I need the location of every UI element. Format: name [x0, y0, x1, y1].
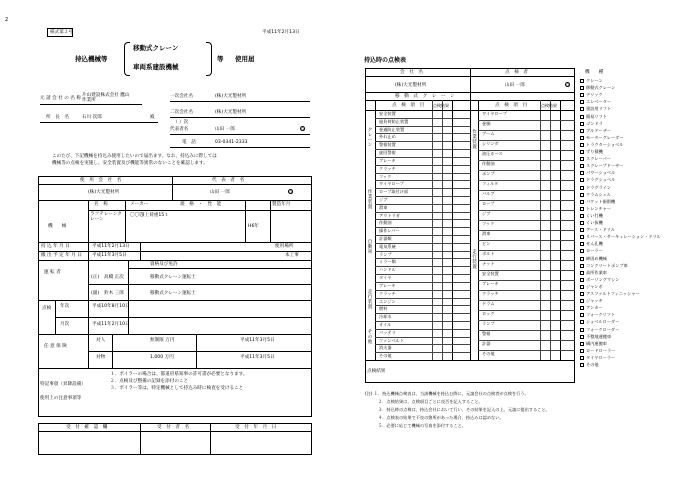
checkbox-icon[interactable] [580, 335, 584, 339]
tertiary-label: （ ）次 [173, 120, 189, 125]
rep-value: 山田 一郎 [215, 127, 235, 132]
legend-item [580, 99, 611, 104]
check-item-left: エンジン [379, 298, 396, 304]
period-out-value: 平成11年3月5日 [92, 253, 127, 258]
check-item-right: ブレーキ [482, 281, 499, 286]
insp-annual: 年次 [60, 304, 70, 309]
checkbox-icon[interactable] [580, 249, 584, 253]
period-out-label: 搬 出 予 定 年 月 日 [41, 253, 82, 258]
checkbox-icon[interactable] [580, 299, 584, 303]
check-item-left: 作動油 [379, 220, 392, 226]
spec-label: 規 格 ・ 性 能 [180, 202, 222, 207]
check-machine-header: 移 動 式 ク レ ー ン [395, 94, 455, 99]
checkbox-icon[interactable] [580, 214, 584, 218]
legend-label: クレーン [586, 78, 603, 83]
checkbox-icon[interactable] [580, 200, 584, 204]
legend-item [580, 227, 615, 232]
legend-label: 高所作業車 [586, 269, 607, 275]
legend-label: 構内運搬車 [586, 340, 607, 346]
legend-label: くい抜機 [586, 220, 603, 225]
footer-col3: 受 付 年 月 日 [235, 425, 277, 430]
check-inspector-header: 点 検 者 [505, 70, 528, 75]
check-item-left: 過負荷防止装置 [379, 118, 409, 124]
legend-label: アース・ドリル [586, 227, 615, 233]
check-item-left: フック [379, 173, 392, 179]
legend-item [580, 256, 607, 261]
legend-item [580, 199, 615, 204]
check-item-left: ブレーキ [379, 157, 396, 163]
legend-label: ジャンボ [586, 283, 603, 289]
rep-seal: 印 [289, 190, 293, 195]
row-rule [478, 340, 575, 341]
use-place-label: 使用場所 [275, 244, 294, 249]
legend-label: リバース・サーキュレーション・ドリル [586, 234, 661, 240]
check-item-left: ハンドル [379, 267, 396, 273]
row-rule [478, 240, 575, 241]
checkbox-icon[interactable] [580, 178, 584, 182]
legend-item [580, 206, 611, 211]
ins-val2: 1,000 万円 [150, 355, 174, 360]
legend-item [580, 334, 611, 339]
legend-label: スクレーパー [586, 156, 611, 162]
check-item-right: ワイヤロープ [482, 111, 507, 116]
ins-date1: 平成11年3月5日 [240, 338, 275, 343]
legend-label: ドラグライン [586, 184, 611, 190]
check-item-right: ドラム [482, 301, 495, 306]
section-vehicle: 自 動 車 [367, 240, 373, 255]
operator-sub-name: 鈴木 三郎 [104, 291, 124, 296]
period-in-label: 持 込 年 月 日 [41, 244, 70, 249]
legend-label: ロードローラー [586, 347, 616, 353]
legend-item [580, 177, 615, 182]
legend-label: くい打機 [586, 212, 603, 218]
extra-left-1: 特記事項（昇降設備） [40, 382, 86, 387]
checkbox-icon[interactable] [580, 363, 584, 367]
legend-label: 不整地運搬車 [586, 333, 612, 339]
insp-annual-date: 平成10年8月10日 [92, 304, 130, 309]
operator-main-kind: (正) [91, 275, 100, 280]
extra-left-2: 使用上の注意事項等 [40, 396, 82, 401]
title-center-top: 移動式クレーン [133, 44, 179, 52]
check-note: ３．持込時の点検は、持込会社において行い、その結果を記入の上、元請に提出すること。 [378, 407, 550, 412]
checkbox-icon[interactable] [580, 186, 584, 190]
legend-header: 機 種 [585, 70, 604, 75]
result-header-right: 点検結果 [541, 103, 557, 108]
legend-label: ジャッキ [586, 298, 603, 304]
title-bracket-right [206, 42, 212, 76]
operator-sub-kind: (副) [91, 291, 100, 296]
checkbox-icon[interactable] [580, 285, 584, 289]
check-item-right: クラッチ [482, 291, 499, 296]
legend-item [580, 149, 603, 154]
checkbox-icon[interactable] [580, 129, 584, 133]
check-item-left: 燃料 [379, 306, 388, 312]
checkbox-icon[interactable] [580, 257, 584, 261]
title-center-bottom: 車両系建設機械 [133, 63, 179, 71]
legend-item [580, 277, 619, 282]
form-date: 平成11年2月13日 [262, 30, 300, 35]
legend-label: 簡易リフト [586, 113, 607, 119]
legend-item [580, 121, 603, 126]
check-seal: 印 [566, 83, 570, 88]
legend-item [580, 106, 611, 111]
legend-label: せん孔機 [586, 241, 603, 247]
legend-item [580, 348, 615, 353]
check-item-right: 計器 [482, 341, 491, 346]
checkbox-icon[interactable] [580, 221, 584, 225]
secondary-company-label: 二次会社名 [170, 110, 193, 115]
check-item-left: ランプ [379, 251, 392, 257]
check-item-right: 油圧ホース [482, 151, 503, 156]
legend-label: パワーショベル [586, 170, 616, 176]
legend-label: コンクリートポンプ車 [586, 262, 628, 268]
secondary-company-value: (株)大光製材所 [215, 110, 247, 115]
legend-item [580, 220, 603, 225]
check-item-right: 作動油 [482, 161, 495, 166]
legend-label: スクレープドーザー [586, 163, 624, 169]
checkbox-icon[interactable] [580, 107, 584, 111]
primary-company-value: (株)大光製材所 [215, 94, 247, 99]
legend-item [580, 327, 619, 332]
legend-item [580, 312, 615, 317]
legend-label: 建設用リフト [586, 106, 612, 112]
page-number: 2 [5, 17, 9, 23]
rep-value-table: 山田 一郎 [210, 190, 230, 195]
primary-company-label: 一次会社名 [170, 94, 193, 99]
legend-label: エレベーター [586, 99, 612, 105]
legend-item [580, 92, 603, 97]
checkbox-icon[interactable] [580, 115, 584, 119]
section-work: 作 業 装 置 [367, 190, 373, 210]
check-item-left: 消火器 [379, 345, 392, 351]
row-rule [375, 305, 470, 306]
check-company-header: 会 社 名 [400, 70, 423, 75]
check-item-left: タイヤ [379, 275, 392, 281]
machine-name: ラフテレーンクレーン [90, 212, 122, 222]
check-item-left: オイル [379, 321, 392, 327]
check-item-right: ナット [482, 261, 495, 266]
checkbox-icon[interactable] [580, 171, 584, 175]
rep-header: 代 表 者 名 [212, 178, 245, 183]
check-item-right: フィルタ [482, 181, 499, 186]
operator-label: 運 転 者 [44, 270, 61, 275]
checkbox-icon[interactable] [580, 342, 584, 346]
check-footer-label: 点検結果 [367, 369, 386, 374]
check-item-left: ミラー類 [379, 259, 396, 265]
legend-item [580, 270, 607, 275]
mfg-label: 製造年月 [272, 202, 291, 207]
maker-label: メーカー [130, 202, 149, 207]
legend-label: トラクターショベル [586, 141, 624, 147]
check-item-left: アウトリガ [379, 212, 400, 218]
legend-label: フォークリフト [586, 312, 616, 318]
check-item-left: クラッチ [379, 165, 396, 171]
check-item-right: ロック [482, 311, 495, 316]
legend-item [580, 78, 603, 83]
legend-label: ローラー [586, 248, 603, 254]
legend-label: ボーリングマシン [586, 276, 620, 282]
checkbox-icon[interactable] [580, 349, 584, 353]
checkbox-icon[interactable] [580, 278, 584, 282]
addressee-company-label: 元 請 会 社 の 名 称 [40, 96, 81, 101]
machine-label: 機 械 [48, 224, 67, 229]
legend-item [580, 341, 607, 346]
checkbox-icon[interactable] [580, 79, 584, 83]
cert-label: 資格及び免許 [150, 262, 178, 267]
ins-date2: 平成11年3月5日 [240, 355, 275, 360]
legend-item [580, 362, 599, 367]
operator-sub-license: 移動式クレーン運転士 [150, 291, 196, 296]
checkbox-icon[interactable] [580, 235, 584, 239]
check-item-right: 警報 [482, 331, 491, 336]
legend-item [580, 291, 639, 296]
legend-label: ゴンドラ [586, 120, 603, 126]
section-right-1: 作 業 装 置 [472, 130, 477, 150]
spec-value: 吊上荷重15ｔ [140, 213, 169, 218]
rep-label: 代表者名 [170, 127, 189, 132]
legend-item [580, 355, 615, 360]
checkbox-icon[interactable] [580, 100, 584, 104]
check-item-left: 安全装置 [379, 111, 396, 116]
legend-item [580, 241, 603, 246]
check-item-right: その他 [482, 351, 495, 356]
legend-label: ドラグショベル [586, 177, 616, 183]
check-item-right: シリンダ [482, 141, 499, 146]
row-rule [478, 210, 575, 211]
operator-main-license: 移動式クレーン運転士 [150, 275, 196, 280]
legend-label: アスファルトフィニッシャー [586, 291, 640, 296]
notice-line-2: 機械等の点検を実施し、安全装置及び機能等異常のないことを確認します。 [52, 161, 208, 166]
tel-value: 03-0341-2333 [215, 140, 248, 145]
checkbox-icon[interactable] [580, 157, 584, 161]
check-item-left: 警報装置 [379, 142, 396, 148]
note-2: ２．点検及び整備の記録を添付のこと [110, 379, 189, 384]
notice-line-1: このたび、下記機械を持込み使用したいので届出ます。なお、持込みに際しては [52, 154, 217, 159]
legend-item [580, 142, 623, 147]
check-item-right: ブーム [482, 131, 495, 136]
checkbox-icon[interactable] [580, 207, 584, 211]
operator-main-name: 高橋 正次 [104, 275, 124, 280]
legend-label: 締固め機械 [586, 255, 607, 261]
period-in-value: 平成11年2月13日 [92, 244, 130, 249]
check-item-right: ランプ [482, 321, 495, 326]
check-item-left: ブレーキ [379, 282, 396, 288]
checkbox-icon[interactable] [580, 328, 584, 332]
check-item-left: ワイヤロープ [379, 181, 404, 187]
legend-label: ずり積機 [586, 149, 603, 154]
check-item-right: バルブ [482, 191, 495, 196]
row-rule [478, 330, 575, 331]
ins-row1: 対人 [96, 338, 106, 343]
footer-col1: 受 付 確 認 欄 [66, 425, 108, 430]
result-header-left: 点検結果 [433, 103, 449, 108]
items-header-right: 点 検 項 目 [495, 103, 528, 108]
addressee-company-value: 片山建設株式会社 鷹山作業所 [82, 93, 130, 103]
checkbox-icon[interactable] [580, 164, 584, 168]
checkbox-icon[interactable] [580, 306, 584, 310]
check-item-left: バッテリ [379, 329, 396, 335]
legend-label: トレンチャー [586, 205, 611, 211]
legend-item [580, 156, 611, 161]
insp-label: 点検 [42, 306, 52, 311]
check-item-left: ファンベルト [379, 337, 405, 343]
row-rule [478, 120, 575, 121]
checkbox-icon[interactable] [580, 93, 584, 97]
check-item-left: 旋回警報 [379, 150, 396, 156]
checkbox-icon[interactable] [580, 242, 584, 246]
checkbox-icon[interactable] [580, 143, 584, 147]
check-note: ５．必要に応じて機械の写真を添付すること。 [378, 423, 466, 428]
check-item-left: 計器類 [379, 236, 392, 241]
insurance-label: 任 意 保 険 [44, 344, 67, 349]
legend-label: ブルドーザー [586, 127, 611, 133]
mfg-value: H6年 [248, 224, 259, 229]
checkbox-icon[interactable] [580, 136, 584, 140]
addressee-seal: 殿 [150, 115, 155, 120]
check-item-right: ボルト [482, 251, 495, 256]
check-item-right: ロープ [482, 201, 495, 206]
note-3: ３．ボイラー等は、特定機械として持込み時に検査を受けること [110, 386, 244, 391]
form-number: 様式第３号 [50, 30, 73, 35]
legend-label: クラムシェル [586, 191, 611, 197]
check-item-right: フック [482, 221, 495, 226]
section-crane: ク レ ー ン [367, 128, 373, 148]
section-travel: 走 行 装 置 [367, 290, 373, 310]
check-item-left: クラッチ [379, 290, 396, 296]
legend-item [580, 284, 603, 289]
legend-label: フォークローダー [586, 326, 620, 332]
footer-col2: 受 付 者 名 [157, 425, 190, 430]
check-item-left: ロープ取付け部 [379, 189, 409, 195]
check-item-left: 操作レバー [379, 228, 400, 234]
legend-item [580, 85, 615, 90]
check-item-right: ピン [482, 241, 491, 246]
addressee-manager-value: 石川 次郎 [82, 115, 102, 120]
legend-item [580, 170, 615, 175]
tel-label: 電 話 [182, 140, 196, 145]
row-rule [375, 196, 470, 197]
ins-val1: 無制限 万円 [150, 338, 175, 343]
legend-item [580, 135, 624, 140]
check-note: (注) １．持込機械点検表は、当該機械を持込む際に、元請会社の点検者が点検を行う。 [365, 391, 529, 396]
legend-item [580, 213, 603, 218]
legend-label: モーターグレーダー [586, 134, 624, 140]
check-item-left: ジブ [379, 196, 388, 202]
check-item-right: 安全装置 [482, 271, 499, 276]
checkbox-icon[interactable] [580, 292, 584, 296]
title-right: 使用届 [235, 55, 255, 63]
checkbox-icon[interactable] [580, 150, 584, 154]
insp-monthly-date: 平成11年2月10日 [92, 322, 130, 327]
legend-label: タイヤローラー [586, 354, 616, 360]
check-inspector-value: 山田 一郎 [505, 83, 525, 88]
legend-item [580, 298, 603, 303]
title-suffix: 等 [217, 55, 224, 63]
legend-item [580, 114, 607, 119]
checkbox-icon[interactable] [580, 356, 584, 360]
checkbox-icon[interactable] [580, 313, 584, 317]
note-1: １．ボイラーの場合は、都道府県知事の許可書が必要となります。 [110, 372, 248, 377]
checkbox-icon[interactable] [580, 271, 584, 275]
legend-item [580, 234, 661, 239]
check-item-right: ポンプ [482, 171, 495, 176]
insp-monthly: 月次 [60, 322, 70, 327]
checkbox-icon[interactable] [580, 193, 584, 197]
title-left: 持込機械等 [75, 55, 108, 63]
checkbox-icon[interactable] [580, 264, 584, 268]
check-item-left: 外れ止め [379, 134, 396, 140]
title-bracket-left [124, 42, 130, 76]
items-header-left: 点 検 項 目 [392, 103, 425, 108]
legend-label: デリック [586, 92, 603, 98]
check-company-value: (株)大光製材所 [395, 83, 427, 88]
legend-item [580, 319, 619, 324]
contractor-seal: 印 [301, 127, 305, 132]
check-item-right: ジブ [482, 211, 491, 216]
legend-item [580, 263, 628, 268]
checkbox-icon[interactable] [580, 122, 584, 126]
check-item-right: 巻胴 [482, 121, 491, 126]
legend-label: アンカー [586, 305, 603, 311]
check-title: 持込時の点検表 [364, 57, 407, 64]
check-item-left: 電気系統 [379, 243, 396, 249]
legend-item [580, 163, 623, 168]
owner-value: (株)大光製材所 [88, 190, 120, 195]
legend-item [580, 185, 611, 190]
check-item-left: 巻過防止装置 [379, 126, 405, 132]
check-item-right: 滑車 [482, 231, 491, 236]
form-number-box [47, 28, 73, 37]
legend-item [580, 128, 611, 133]
check-note: ４．点検表の結果で不良の箇所があった場合、持込みは認めない。 [378, 415, 504, 420]
legend-label: ショベルローダー [586, 319, 620, 325]
check-item-left: 冷却水 [379, 314, 392, 320]
check-note: ２．点検結果は、点検項目ごとに良否を記入すること。 [378, 399, 483, 404]
checkbox-icon[interactable] [580, 320, 584, 324]
row-rule [375, 204, 470, 205]
check-item-left: 滑車 [379, 204, 388, 210]
legend-item [580, 192, 611, 197]
legend-label: その他 [586, 362, 599, 367]
checkbox-icon[interactable] [580, 228, 584, 232]
owner-header: 使 用 会 社 名 [80, 178, 122, 183]
row-rule [478, 230, 575, 231]
ins-row2: 対物 [96, 355, 106, 360]
section-other: そ の 他 [367, 330, 373, 345]
check-item-left: その他 [379, 353, 392, 359]
legend-item [580, 248, 603, 253]
legend-item [580, 305, 603, 310]
model-label: 名 称 [94, 202, 108, 207]
section-right-2: 走 行 装 置 [472, 250, 477, 270]
checkbox-icon[interactable] [580, 86, 584, 90]
maker-value: 〇〇〇 [130, 213, 144, 218]
addressee-manager-label: 所 長 名 [46, 115, 69, 120]
use-place-value: 本工事 [285, 253, 299, 258]
legend-label: バケット掘削機 [586, 198, 616, 204]
legend-label: 移動式クレーン [586, 85, 616, 91]
